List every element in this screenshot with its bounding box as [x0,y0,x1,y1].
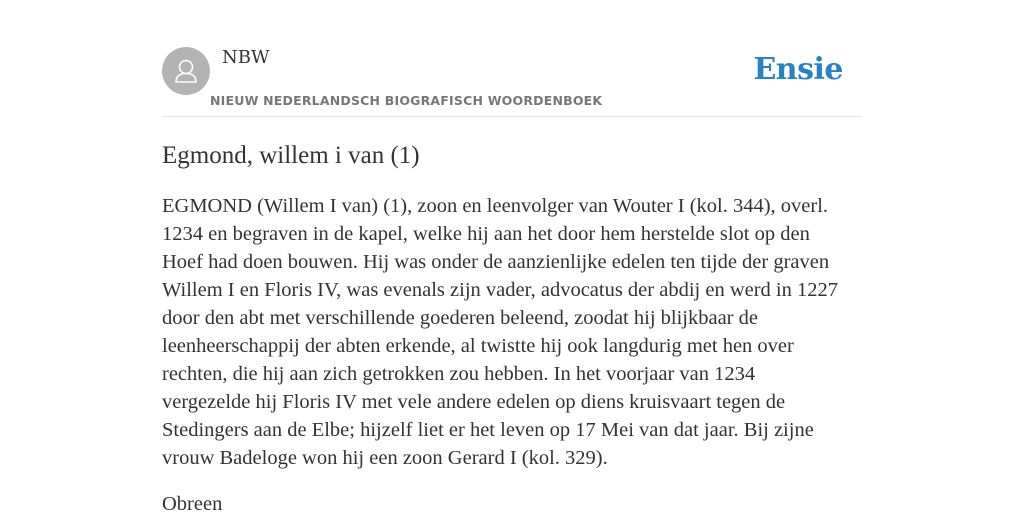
article-line: Hoef had doen bouwen. Hij was onder de aanzienlijke edelen ten tijde der graven [162,251,830,273]
source-name[interactable]: NBW [222,47,270,68]
article-body [162,192,862,472]
article-line: door den abt met verschillende goederen beleend, zoodat hij blijkbaar de [162,307,758,329]
article-line: Stedingers aan de Elbe; hijzelf liet er het leven op 17 Mei van dat jaar. Bij zijne [162,419,814,441]
avatar[interactable] [162,47,210,95]
article-line: leenheerschappij der abten erkende, al twistte hij ook langdurig met hen over [162,335,794,357]
article-line: vrouw Badeloge won hij een zoon Gerard I (kol. 329). [162,447,608,469]
brand-logo[interactable]: Ensie [753,52,843,87]
article-line: vergezelde hij Floris IV met vele andere edelen op diens kruisvaart tegen de [162,391,786,413]
article-line: rechten, die hij aan zich getrokken zou hebben. In het voorjaar van 1234 [162,363,756,385]
source-full-name[interactable]: NIEUW NEDERLANDSCH BIOGRAFISCH WOORDENBOEK [210,93,603,108]
article-author: Obreen [162,493,223,512]
article-line: Willem I en Floris IV, was evenals zijn vader, advocatus der abdij en werd in 1227 [162,279,838,301]
article-line: 1234 en begraven in de kapel, welke hij aan het door hem herstelde slot op den [162,223,810,245]
article-title: Egmond, willem i van (1) [162,142,420,169]
source-header [162,46,862,117]
user-icon [162,47,210,95]
article-line: EGMOND (Willem I van) (1), zoon en leenvolger van Wouter I (kol. 344), overl. [162,195,829,217]
